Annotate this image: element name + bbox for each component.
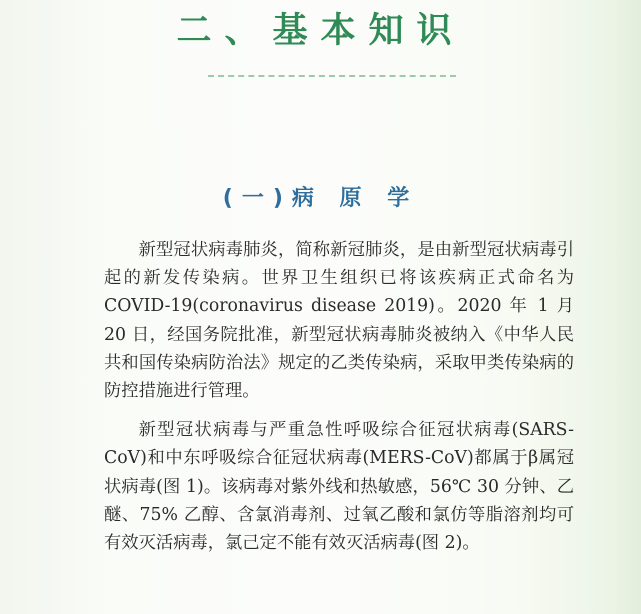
body-text: [104, 236, 574, 557]
decorative-side-band: [613, 0, 641, 614]
section-heading: (一)病 原 学: [222, 186, 419, 211]
title-divider: [208, 75, 456, 77]
paragraph: 新型冠状病毒肺炎，简称新冠肺炎，是由新型冠状病毒引起的新发传染病。世界卫生组织已将该疾病正式命名为 COVID-19(coronavirus disease 2019)。2020 年 1 月 20 日，经国务院批准，新型冠状病毒肺炎被纳入《中华人民共和国传染病防治法》规定的乙类传染病，采取甲类传染病的防控措施进行管理。: [104, 240, 574, 402]
paragraph: 新型冠状病毒与严重急性呼吸综合征冠状病毒(SARS-CoV)和中东呼吸综合征冠状病毒(MERS-CoV)都属于β属冠状病毒(图 1)。该病毒对紫外线和热敏感，56℃ 30 分钟、乙醚、75% 乙醇、含氯消毒剂、过氧乙酸和氯仿等脂溶剂均可有效灭活病毒，氯己定不能有效灭活病毒(图 2)。: [104, 420, 574, 554]
chapter-title: 二、基本知识: [176, 11, 465, 51]
